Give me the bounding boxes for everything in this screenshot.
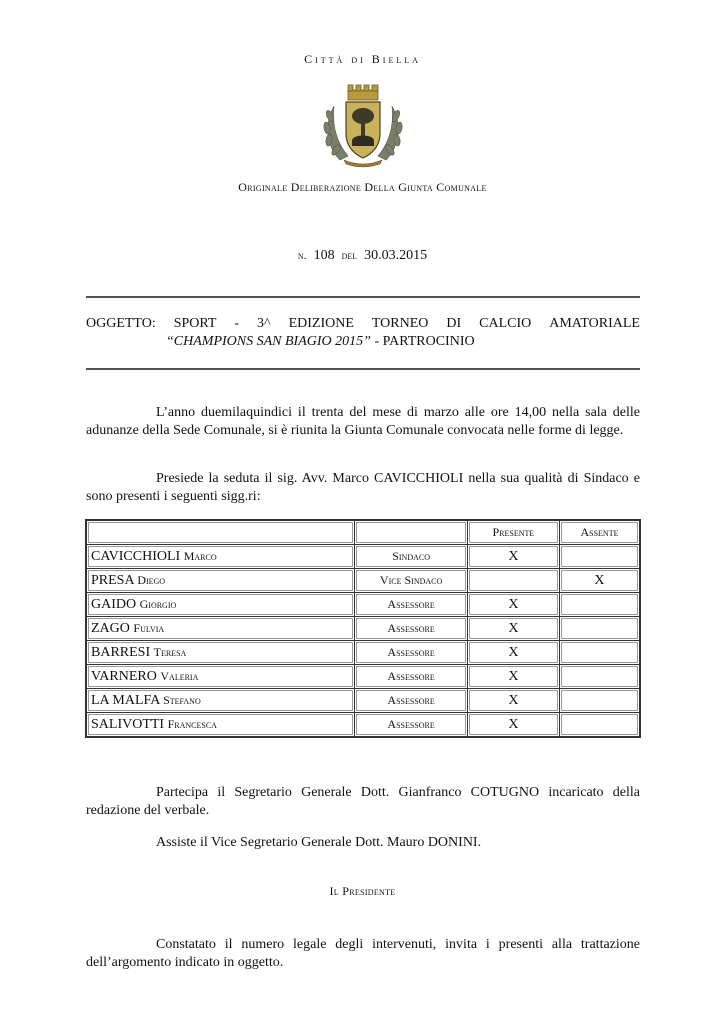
bottom-divider: [86, 368, 640, 370]
attendance-table: [86, 520, 640, 737]
subject-label: OGGETTO:: [86, 316, 156, 331]
present-mark: X: [467, 641, 559, 665]
member-name: [87, 545, 355, 569]
present-mark: X: [467, 713, 559, 737]
subject-word: -: [234, 316, 240, 331]
member-name: [87, 641, 355, 665]
table-row: [87, 689, 640, 713]
deliberation-date: 30.03.2015: [364, 248, 428, 263]
table-row: [87, 713, 640, 737]
member-role: Assessore: [355, 593, 467, 617]
member-first-name: Francesca: [167, 716, 217, 731]
deliberation-number: 108: [313, 248, 335, 263]
member-surname: GAIDO: [91, 596, 137, 612]
secretary-paragraph: Partecipa il Segretario Generale Dott. Gianfranco COTUGNO incaricato della redazione del verbale.: [86, 785, 640, 818]
city-coat-of-arms-icon: [318, 80, 408, 168]
member-surname: CAVICCHIOLI: [91, 548, 181, 564]
city-header: Città di Biella: [304, 52, 421, 66]
subject-word: SPORT: [173, 316, 217, 331]
subject-word: TORNEO: [371, 316, 429, 331]
table-row: [87, 569, 640, 593]
chair-paragraph: Presiede la seduta il sig. Avv. Marco CAVICCHIOLI nella sua qualità di Sindaco e sono presenti i seguenti sigg.ri:: [86, 471, 640, 504]
member-role: Assessore: [355, 641, 467, 665]
member-surname: VARNERO: [91, 668, 157, 684]
subject-word: 3^: [257, 316, 271, 331]
absent-mark: [559, 593, 639, 617]
member-role: Sindaco: [355, 545, 467, 569]
subject-word: CALCIO: [479, 316, 532, 331]
present-mark: X: [467, 545, 559, 569]
member-name: [87, 665, 355, 689]
table-row: [87, 665, 640, 689]
table-row: [87, 641, 640, 665]
member-role: Assessore: [355, 689, 467, 713]
member-role: Assessore: [355, 617, 467, 641]
date-label: del: [341, 248, 358, 262]
absent-mark: [559, 713, 639, 737]
table-row: [87, 593, 640, 617]
member-name: [87, 713, 355, 737]
absent-mark: [559, 641, 639, 665]
present-mark: X: [467, 689, 559, 713]
number-label: n.: [297, 248, 307, 262]
present-mark: X: [467, 665, 559, 689]
absent-mark: [559, 689, 639, 713]
member-first-name: Diego: [137, 572, 166, 587]
member-first-name: Fulvia: [133, 620, 165, 635]
vice-secretary-paragraph: Assiste il Vice Segretario Generale Dott. Mauro DONINI.: [156, 835, 482, 850]
present-mark: [467, 569, 559, 593]
subject-line-1: [86, 316, 640, 332]
member-role: Assessore: [355, 665, 467, 689]
present-mark: X: [467, 617, 559, 641]
member-first-name: Marco: [183, 548, 217, 563]
deliberation-number-line: [0, 248, 725, 264]
member-surname: PRESA: [91, 572, 134, 588]
member-first-name: Valeria: [160, 668, 199, 683]
member-surname: LA MALFA: [91, 692, 160, 708]
table-header-row: [87, 521, 640, 545]
subject-block: [86, 316, 640, 350]
member-role: Vice Sindaco: [355, 569, 467, 593]
subject-word: AMATORIALE: [549, 316, 640, 331]
header-present: Presente: [467, 521, 559, 545]
header-cell-empty: [355, 521, 467, 545]
document-title: Originale Deliberazione Della Giunta Comunale: [238, 180, 487, 194]
member-surname: BARRESI: [91, 644, 151, 660]
member-role: Assessore: [355, 713, 467, 737]
subject-line-2: [86, 334, 640, 350]
present-mark: X: [467, 593, 559, 617]
header-cell-empty: [87, 521, 355, 545]
header-absent: Assente: [559, 521, 639, 545]
member-first-name: Stefano: [163, 692, 201, 707]
top-divider: [86, 296, 640, 298]
subject-word: EDIZIONE: [288, 316, 354, 331]
subject-suffix: - PARTROCINIO: [370, 334, 475, 349]
member-first-name: Teresa: [153, 644, 187, 659]
meeting-paragraph: L’anno duemilaquindici il trenta del mese di marzo alle ore 14,00 nella sala delle adunanze della Sede Comunale, si è riunita la Giunta Comunale convocata nelle forme di legge.: [86, 405, 640, 438]
quorum-paragraph: Constatato il numero legale degli intervenuti, invita i presenti alla trattazione dell’argomento indicato in oggetto.: [86, 937, 640, 970]
member-name: [87, 593, 355, 617]
absent-mark: [559, 617, 639, 641]
member-name: [87, 689, 355, 713]
member-surname: ZAGO: [91, 620, 130, 636]
absent-mark: [559, 665, 639, 689]
table-row: [87, 545, 640, 569]
subject-word: DI: [446, 316, 462, 331]
absent-mark: [559, 545, 639, 569]
president-heading: Il Presidente: [329, 884, 396, 898]
member-name: [87, 569, 355, 593]
event-name: “CHAMPIONS SAN BIAGIO 2015”: [166, 334, 371, 349]
member-first-name: Giorgio: [139, 596, 177, 611]
table-row: [87, 617, 640, 641]
absent-mark: X: [559, 569, 639, 593]
member-name: [87, 617, 355, 641]
member-surname: SALIVOTTI: [91, 716, 165, 732]
